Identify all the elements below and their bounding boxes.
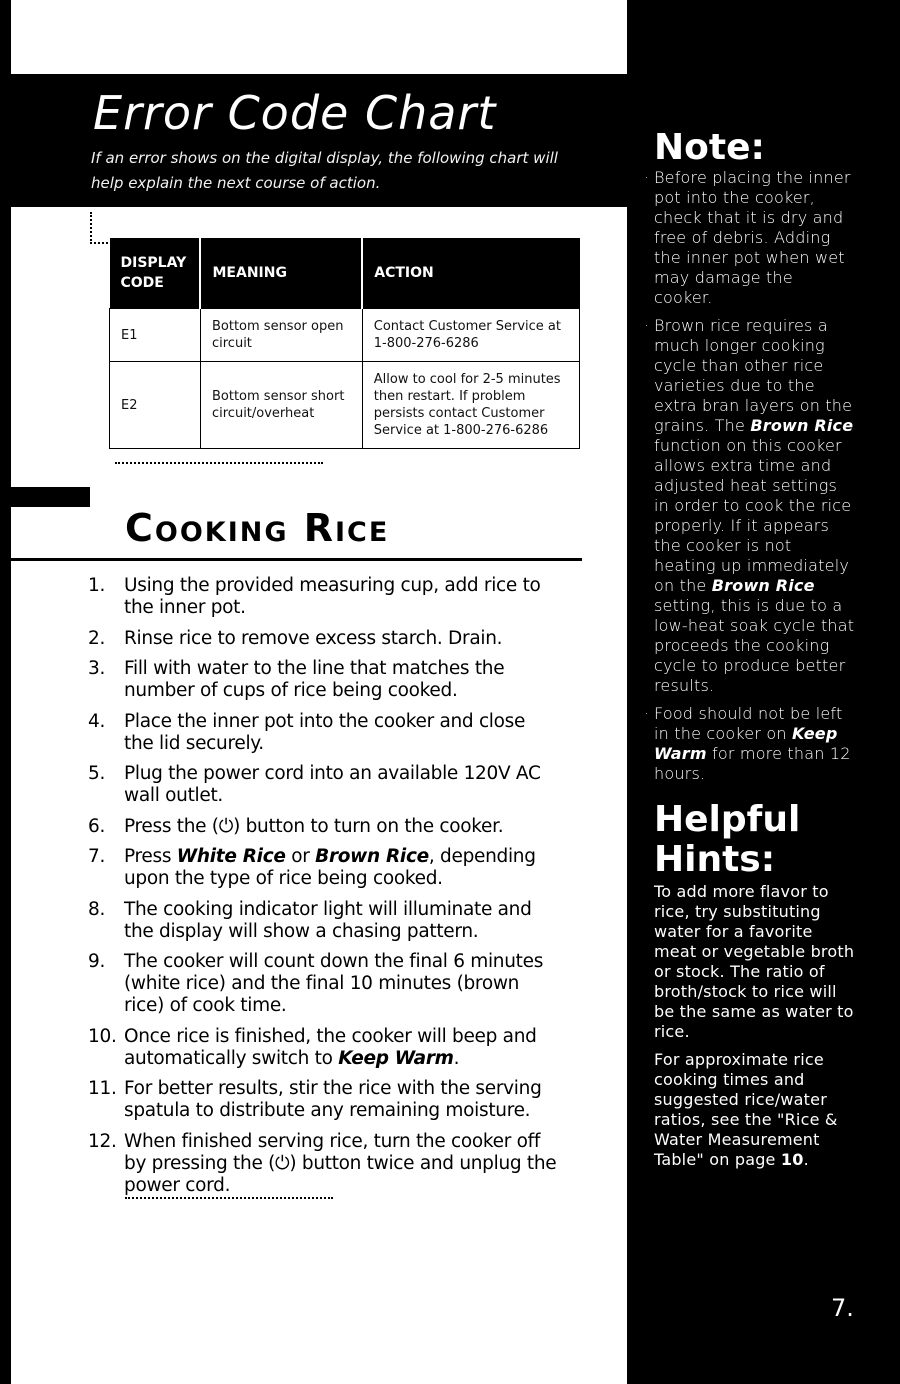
- step-number: 10.: [88, 1025, 117, 1047]
- brown-rice-label: Brown Rice: [750, 416, 854, 435]
- brown-rice-label: Brown Rice: [711, 576, 815, 595]
- step-number: 2.: [88, 627, 106, 649]
- error-code-table: [109, 238, 580, 449]
- white-rice-label: White Rice: [176, 846, 286, 867]
- step-number: 12.: [88, 1130, 117, 1152]
- brown-rice-label: Brown Rice: [315, 846, 429, 867]
- hints-list: [654, 882, 859, 1178]
- step-text: Using the provided measuring cup, add rice to the inner pot.: [124, 575, 541, 618]
- step-text: , depending upon the type of rice being cooked.: [124, 846, 536, 889]
- error-chart-title: Error Code Chart: [93, 86, 497, 140]
- notes-list: [640, 168, 855, 792]
- hint-item: To add more flavor to rice, try substituting water for a favorite meat or vegetable broth or stock. The ratio of broth/stock to rice will be the same as water to rice.: [654, 882, 855, 1041]
- bullet-icon: ·: [644, 168, 650, 187]
- step-number: 9.: [88, 951, 106, 972]
- hint-text: For approximate rice cooking times and suggested rice/water ratios, see the "Rice & Water Measurement Table" on page: [654, 1050, 838, 1169]
- table-header-row: [110, 238, 580, 309]
- step-text: Rinse rice to remove excess starch. Drain.: [124, 627, 503, 649]
- cooking-rice-title: Cooking Rice: [125, 506, 390, 550]
- step-text: Once rice is finished, the cooker will beep and automatically switch to: [124, 1025, 537, 1069]
- helpful-hints-title: Helpful Hints:: [654, 799, 801, 880]
- dotted-divider: [125, 1197, 333, 1199]
- note-item: [640, 316, 855, 696]
- step-number: 3.: [88, 658, 106, 679]
- step-text: Place the inner pot into the cooker and close the lid securely.: [124, 710, 526, 754]
- list-item: [88, 658, 558, 702]
- keep-warm-label: Keep Warm: [654, 724, 838, 763]
- table-row: [110, 362, 580, 449]
- note-text: for more than 12 hours.: [654, 744, 851, 783]
- list-item: [88, 899, 558, 943]
- power-icon: ⏻: [218, 815, 234, 837]
- list-item: [88, 1078, 558, 1122]
- section-tab-marker: [11, 487, 90, 507]
- list-item: [88, 711, 558, 755]
- note-item: [640, 168, 855, 308]
- dotted-divider: [115, 462, 323, 464]
- error-code-cell: E2: [110, 362, 201, 449]
- note-title: Note:: [654, 127, 765, 168]
- note-text: Before placing the inner pot into the cooker, check that it is dry and free of debris. Adding the inner pot when wet may damage the cooker.: [654, 168, 851, 307]
- header-action: ACTION: [362, 238, 579, 309]
- error-meaning-cell: Bottom sensor short circuit/overheat: [200, 362, 362, 449]
- list-item: [88, 1026, 558, 1070]
- step-text: The cooking indicator light will illuminate and the display will show a chasing pattern.: [124, 898, 532, 942]
- step-number: 6.: [88, 815, 106, 837]
- list-item: [88, 951, 558, 1017]
- note-text: Food should not be left in the cooker on: [654, 704, 843, 743]
- page-reference: 10: [780, 1150, 804, 1169]
- list-item: [88, 628, 558, 650]
- header-display-code: DISPLAY CODE: [110, 238, 201, 309]
- keep-warm-label: Keep Warm: [338, 1047, 454, 1069]
- step-text: or: [285, 846, 316, 867]
- step-number: 11.: [88, 1078, 117, 1099]
- list-item: [88, 575, 558, 619]
- cooking-steps-list: [88, 575, 558, 1205]
- note-text: setting, this is due to a low-heat soak cycle that proceeds the cooking cycle to produce better results.: [654, 596, 855, 695]
- error-chart-subtitle: If an error shows on the digital display, the following chart will help explain the next course of action.: [91, 149, 558, 192]
- error-action-cell: Contact Customer Service at 1-800-276-6286: [362, 309, 579, 362]
- step-text: ) button twice and unplug the power cord.: [124, 1152, 557, 1196]
- header-meaning: MEANING: [200, 238, 362, 309]
- bullet-icon: ·: [644, 316, 650, 335]
- step-text: Press: [124, 846, 177, 867]
- section-rule: [11, 558, 582, 561]
- note-item: [640, 704, 855, 784]
- step-number: 7.: [88, 846, 106, 867]
- step-text: The cooker will count down the final 6 minutes (white rice) and the final 10 minutes (brown rice) of cook time.: [124, 951, 544, 1016]
- step-number: 5.: [88, 763, 106, 784]
- step-text: Fill with water to the line that matches the number of cups of rice being cooked.: [124, 658, 505, 701]
- error-meaning-cell: Bottom sensor open circuit: [200, 309, 362, 362]
- note-text: Brown rice requires a much longer cooking cycle than other rice varieties due to the extra bran layers on the grains. The: [654, 316, 853, 435]
- step-text: For better results, stir the rice with the serving spatula to distribute any remaining moisture.: [124, 1078, 542, 1121]
- step-number: 4.: [88, 710, 106, 732]
- step-text: Press the (: [124, 815, 219, 837]
- step-number: 1.: [88, 575, 106, 596]
- list-item: [88, 846, 558, 890]
- hint-text: .: [803, 1150, 809, 1169]
- power-icon: ⏻: [275, 1152, 290, 1174]
- error-action-cell: Allow to cool for 2-5 minutes then restart. If problem persists contact Customer Service at 1-800-276-6286: [362, 362, 579, 449]
- bullet-icon: ·: [644, 704, 650, 723]
- table-row: [110, 309, 580, 362]
- error-code-cell: E1: [110, 309, 201, 362]
- note-text: function on this cooker allows extra time and adjusted heat settings in order to cook the rice properly. If it appears the cooker is not heating up immediately on the: [654, 436, 852, 595]
- list-item: [88, 1131, 558, 1197]
- list-item: [88, 763, 558, 807]
- step-text: .: [453, 1047, 460, 1069]
- step-number: 8.: [88, 898, 106, 920]
- list-item: [88, 816, 558, 838]
- step-text: When finished serving rice, turn the cooker off by pressing the (: [124, 1130, 541, 1174]
- hint-item: [654, 1050, 859, 1170]
- page-number: 7.: [831, 1294, 854, 1322]
- step-text: Plug the power cord into an available 120V AC wall outlet.: [124, 763, 541, 806]
- step-text: ) button to turn on the cooker.: [233, 815, 504, 837]
